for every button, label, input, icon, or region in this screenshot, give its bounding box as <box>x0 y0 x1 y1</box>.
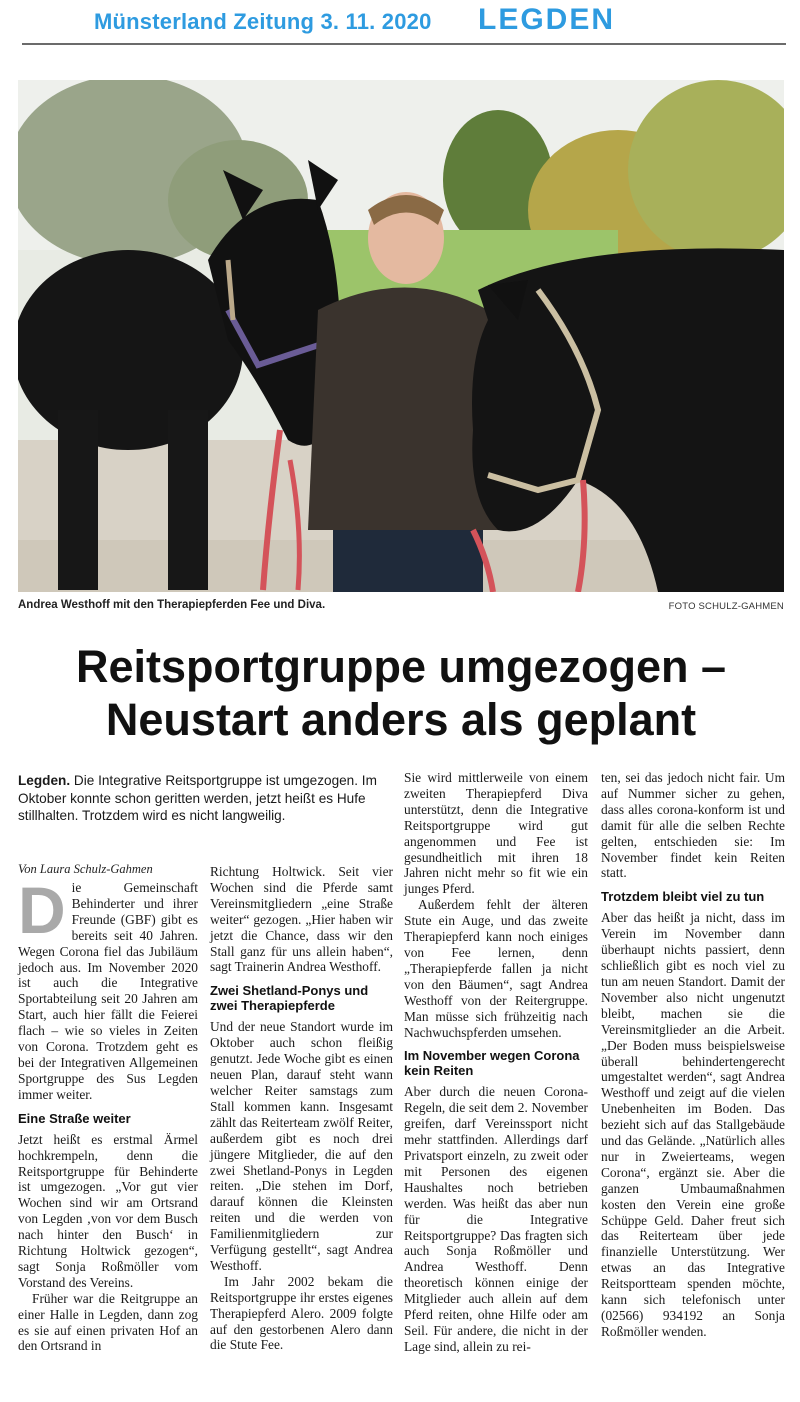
newspaper-name: Münsterland Zeitung 3. 11. 2020 <box>94 9 432 34</box>
paragraph: Jetzt heißt es erstmal Ärmel hochkrempeln, denn die Reitsportgruppe für Behinderte ist umgezogen. „Vor gut vier Wochen sind wir am Ortsrand von Legden ‚von vor dem Busch nach hinter den Busch‘ in Richtung Holtwick gezogen“, sagt Sonja Roßmöller vom Vorstand des Vereins. <box>18 1131 198 1290</box>
subheading: Trotzdem bleibt viel zu tun <box>601 889 765 905</box>
article-photo <box>18 80 784 592</box>
article-lead <box>18 772 390 825</box>
paragraph: Im Jahr 2002 bekam die Reitsportgruppe ihr erstes eigenes Therapiepferd Alero. 2009 folgte auf den gestorbenen Alero dann die Stute Fee. <box>210 1273 393 1353</box>
photo-credit: FOTO SCHULZ-GAHMEN <box>668 601 784 612</box>
paragraph: Früher war die Reitgruppe an einer Halle in Legden, dann zog es sie auf einen privaten Hof an den Ortsrand in <box>18 1290 198 1354</box>
headline-line-1: Reitsportgruppe umgezogen – <box>75 641 727 692</box>
column-4 <box>601 770 785 1340</box>
drop-cap: D <box>18 873 66 947</box>
column-2 <box>210 864 393 1353</box>
paragraph: ten, sei das jedoch nicht fair. Um auf Nummer sicher zu gehen, dass alles corona-konform ist und damit für alle die selben Rechte gelten, entschieden sie: Im November findet kein Reiten statt. <box>601 770 785 881</box>
paragraph: Richtung Holtwick. Seit vier Wochen sind die Pferde samt Vereinsmitgliedern „eine Straße weiter“ gezogen. „Hier haben wir jetzt die Chance, dass wir den Stall ganz für uns allein haben“, sagt Trainerin Andrea Westhoff. <box>210 864 393 975</box>
lead-text: Die Integrative Reitsportgruppe ist umgezogen. Im Oktober konnte schon geritten werden, jetzt heißt es Hufe stillhalten. Trotzdem wird es nicht langweilig. <box>18 773 377 823</box>
photo-caption: Andrea Westhoff mit den Therapiepferden Fee und Diva. <box>18 599 326 611</box>
column-1 <box>18 873 198 1354</box>
paragraph: Und der neue Standort wurde im Oktober auch schon fleißig genutzt. Jede Woche gibt es einen neuen Plan, darauf steht wann welcher Reiter samstags zum Stall kommen kann. Insgesamt zählt das Reiterteam zwölf Reiter, außerdem gibt es noch drei jüngere Mitglieder, die auf den zwei Shetland-Ponys in Legden reiten. „Die stehen im Dorf, darauf können die Kleinsten reiten und die werden von Familienmitgliedern zur Verfügung gestellt“, sagt Andrea Westhoff. <box>210 1019 393 1273</box>
paragraph: ie Gemeinschaft Behinderter und ihrer Freunde (GBF) gibt es bereits seit 40 Jahren. Wegen Corona fiel das Jubiläum jedoch aus. Im November 2020 ist auch die Integrative Sportabteilung seit 20 Jahren am Start, auch hier fällt die Feierei flach – wie so vieles in Zeiten von Corona. Trotzdem geht es bei der Integrativen Allgemeinen Sportgruppe des Sus Legden immer weiter. <box>18 880 198 1102</box>
paragraph: Aber durch die neuen Corona-Regeln, die seit dem 2. November greifen, darf Vereinssport nicht mehr stattfinden. Allerdings darf Privatsport einzeln, zu zweit oder mit Personen des eigenen Haushaltes noch betrieben werden. Was heißt das aber nun für die Integrative Reitsportgruppe? Das fragten sich auch Sonja Roßmöller und Andrea Westhoff. Denn theoretisch können einige der Mitglieder auch allein auf dem Pferd reiten, ohne Hilfe oder am Seil. Für andere, die nicht in der Lage sind, allein zu rei- <box>404 1084 588 1354</box>
paragraph: Aber das heißt ja nicht, dass im Verein im November dann überhaupt nichts passiert, denn schließlich gibt es noch viel zu tun am neuen Standort. Damit der November also nicht ungenutzt bleibt, machen sie die Vereinsmitglieder an die Arbeit. „Der Boden muss beispielsweise überall behindertengerecht umgestaltet werden“, sagt Andrea Westhoff und zeigt auf die vielen Unebenheiten im Boden. Das bezieht sich auf das Stallgebäude und das Gelände. „Natürlich alles nur in Zweierteams, wegen Corona“, ergänzt sie. Aber die ganzen Umbaumaßnahmen kosten den Verein eine große Schüppe Geld. Daher freut sich das Reiterteam über jede finanzielle Unterstützung. Wer etwas an das Integrative Reitsportteam spenden möchte, kann sich telefonisch unter (02566) 934192 an Sonja Roßmöller wenden. <box>601 910 785 1339</box>
article-headline <box>18 640 784 746</box>
subheading: Eine Straße weiter <box>18 1110 131 1126</box>
byline: Von Laura Schulz-Gahmen <box>18 862 153 876</box>
headline-line-2: Neustart anders als geplant <box>105 694 697 745</box>
subheading: Zwei Shetland-Ponys und zwei Therapiepferde <box>210 983 369 1014</box>
masthead <box>0 0 800 46</box>
paragraph: Außerdem fehlt der älteren Stute ein Auge, und das zweite Therapiepferd kann noch einiges von Fee lernen, denn „Therapiepferde fallen ja nicht von den Bäumen“, sagt Andrea Westhoff von der Reitergruppe. Man müsse sich frühzeitig nach Nachwuchspferden umsehen. <box>404 897 588 1040</box>
masthead-divider <box>22 43 786 45</box>
lead-dateline: Legden. <box>18 773 71 788</box>
column-3 <box>404 770 588 1355</box>
paragraph: Sie wird mittlerweile von einem zweiten Therapiepferd Diva unterstützt, denn die Integrative Reitsportgruppe wird gut angenommen und Fee ist gesundheitlich mit ihren 18 Jahren nicht mehr so fit wie ein junges Pferd. <box>404 770 588 897</box>
section-town: LEGDEN <box>478 3 616 36</box>
subheading: Im November wegen Corona kein Reiten <box>404 1048 580 1079</box>
